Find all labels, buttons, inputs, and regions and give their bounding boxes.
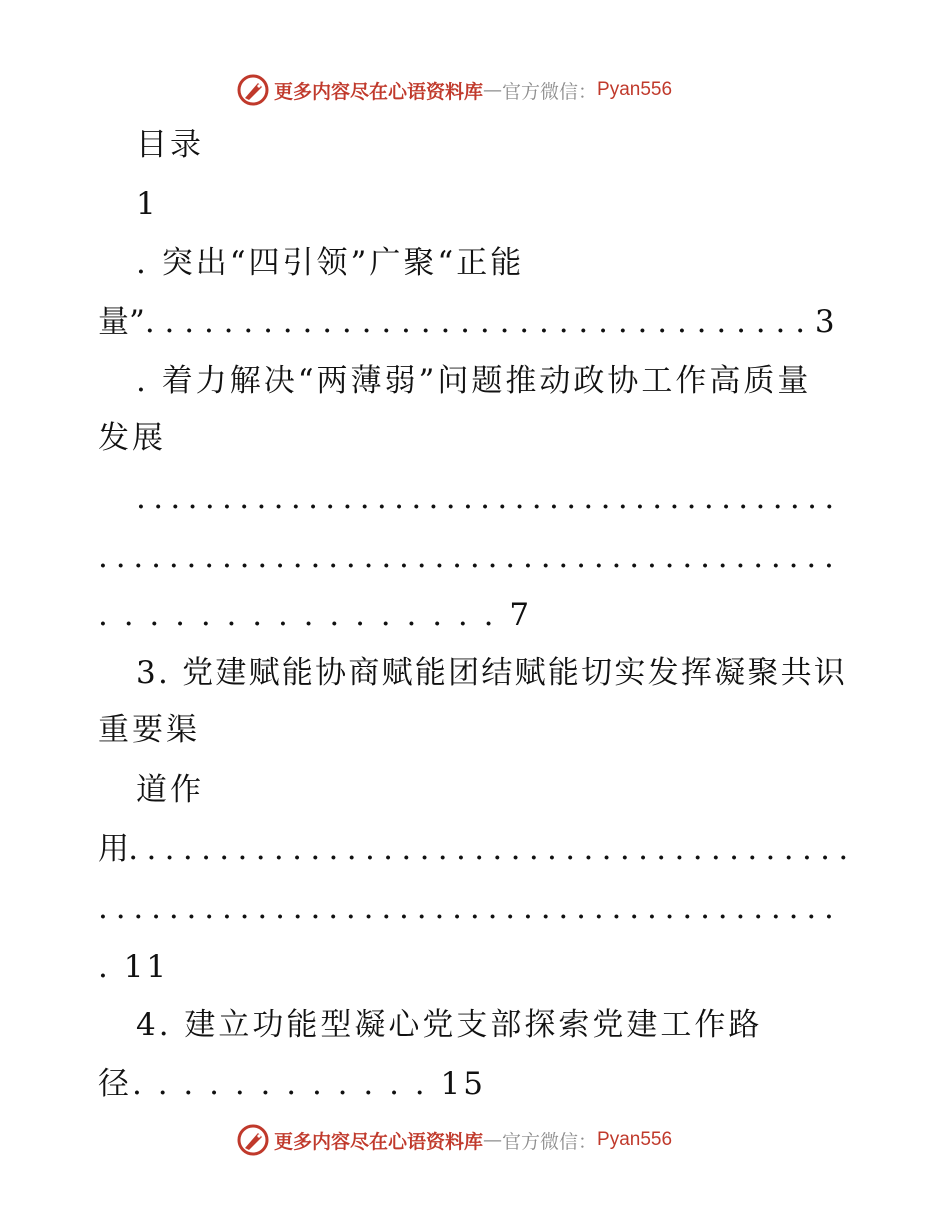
toc-line: . 突出“四引领”广聚“正能 — [136, 245, 525, 281]
toc-line: 1 — [136, 186, 159, 222]
toc-line: 4. 建立功能型凝心党支部探索党建工作路 — [136, 1007, 763, 1043]
toc-line: 径. . . . . . . . . . . . 15 — [98, 1066, 486, 1102]
toc-line: . . . . . . . . . . . . . . . . . . . . . . . . . . . . . . . . . . . . . . . . . — [136, 480, 833, 516]
toc-line: 重要渠 — [98, 712, 200, 748]
toc-line: . 着力解决“两薄弱”问题推动政协工作高质量 — [136, 363, 812, 399]
watermark-text: 更多内容尽在心语资料库 — [274, 80, 484, 103]
watermark-separator: — — [483, 79, 503, 101]
pen-logo-icon — [236, 73, 270, 107]
watermark-separator: — — [483, 1129, 503, 1151]
watermark-banner-bottom — [236, 1122, 672, 1158]
toc-line: 发展 — [98, 420, 166, 456]
toc-line: 用. . . . . . . . . . . . . . . . . . . . . . . . . . . . . . . . . . . . . . . . — [98, 831, 848, 867]
toc-line: . . . . . . . . . . . . . . . . . . . . . . . . . . . . . . . . . . . . . . . . . . — [98, 890, 833, 926]
watermark-wechat-id: Pyan556 — [597, 1129, 673, 1150]
toc-line: 量”. . . . . . . . . . . . . . . . . . . . . . . . . . . . . . . . . . 3 — [98, 304, 835, 340]
watermark-wechat-id: Pyan556 — [597, 79, 673, 100]
toc-line: . . . . . . . . . . . . . . . . . . . . . . . . . . . . . . . . . . . . . . . . . . — [98, 539, 833, 575]
toc-line: . . . . . . . . . . . . . . . . 7 — [98, 597, 533, 633]
toc-title: 目录 — [136, 127, 204, 163]
toc-line: 3. 党建赋能协商赋能团结赋能切实发挥凝聚共识 — [136, 655, 848, 691]
toc-line: 道作 — [136, 772, 204, 808]
watermark-wechat-label: 官方微信： — [502, 80, 598, 103]
watermark-wechat-label: 官方微信： — [502, 1130, 598, 1153]
pen-logo-icon — [236, 1123, 270, 1157]
watermark-text: 更多内容尽在心语资料库 — [274, 1130, 484, 1153]
toc-line: . 11 — [98, 949, 170, 985]
watermark-banner-top — [236, 72, 672, 108]
